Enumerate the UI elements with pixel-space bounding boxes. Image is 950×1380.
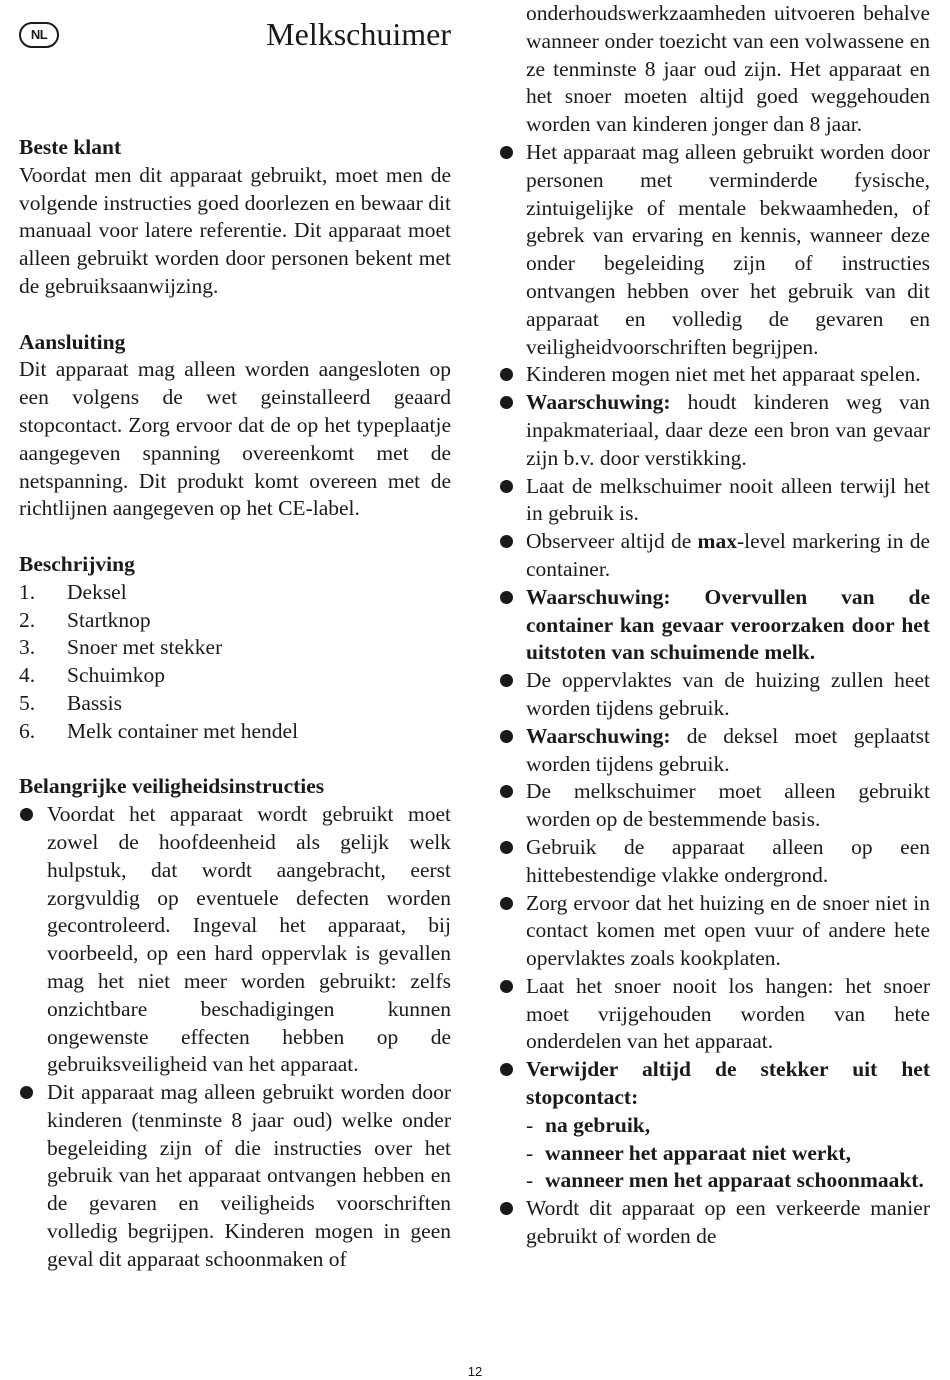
bullet-icon: [500, 396, 513, 409]
bullet-icon: [20, 1086, 33, 1099]
item-text: houdt kinderen weg van inpakmateriaal, daar deze een bron van gevaar zijn b.v. door verstikking.: [526, 390, 930, 470]
list-item: [498, 834, 930, 890]
parts-list: [19, 579, 451, 746]
item-text: Laat de melkschuimer nooit alleen terwijl het in gebruik is.: [526, 473, 930, 526]
connection-text: Dit apparaat mag alleen worden aangesloten op een volgens de wet geinstalleerd geaard stopcontact. Zorg ervoor dat de op het typeplaatje aangegeven spanning overeenkomt met de netspanning. Dit produkt komt overeen met de richtlijnen aangegeven op het CE-label.: [19, 357, 451, 521]
item-text: Wordt dit apparaat op een verkeerde manier gebruikt of worden de: [526, 1196, 930, 1249]
list-item: [498, 584, 930, 667]
sublist-item: [526, 1112, 930, 1140]
safety-list-right: [498, 0, 930, 1251]
bullet-icon: [500, 146, 513, 159]
item-text: Observeer altijd de: [526, 529, 698, 554]
item-number: 3.: [19, 635, 36, 660]
bullet-icon: [500, 841, 513, 854]
item-text: onderhoudswerkzaamheden uitvoeren behalve wanneer onder toezicht van een volwassene en ze tenminste 8 jaar oud zijn. Het apparaat en het snoer moeten altijd goed weggehouden worden van kinderen jonger dan 8 jaar.: [526, 1, 930, 137]
bullet-icon: [20, 808, 33, 821]
item-number: 4.: [19, 663, 36, 688]
list-item: [498, 890, 930, 973]
document-title: Melkschuimer: [266, 16, 451, 52]
item-text: Gebruik de apparaat alleen op een hittebestendige vlakke ondergrond.: [526, 834, 930, 887]
page-number: 12: [467, 1364, 483, 1379]
item-number: 1.: [19, 579, 36, 604]
item-text: de deksel moet geplaatst worden tijdens gebruik.: [526, 723, 930, 776]
item-text: De oppervlaktes van de huizing zullen heet worden tijdens gebruik.: [526, 668, 930, 720]
list-item: [498, 723, 930, 779]
list-item: [498, 473, 930, 529]
right-column: [498, 0, 930, 1251]
item-text: Voordat het apparaat wordt gebruikt moet zowel de hoofdeenheid als gelijk welk hulpstuk, dat wordt aangebracht, eerst zorgvuldig op eventuele defecten worden gecontroleerd. Ingeval het apparaat, bij voorbeeld, op een hard oppervlak is gevallen mag het niet meer worden gebruikt: zelfs onzichtbare beschadigingen kunnen ongewenste effecten hebben op de gebruiksveiligheid van het apparaat.: [47, 802, 451, 1077]
list-item: [498, 667, 930, 723]
page-header: [19, 0, 451, 134]
sublist-item: [526, 1140, 930, 1168]
dash-marker: -: [526, 1168, 534, 1193]
intro-text: Voordat men dit apparaat gebruikt, moet men de volgende instructies goed doorlezen en bewaar dit manuaal voor latere referentie. Dit apparaat moet alleen gebruikt worden door personen bekent met de gebruiksaanwijzing.: [19, 162, 451, 298]
item-text: Dit apparaat mag alleen gebruikt worden door kinderen (tenminste 8 jaar oud) welke onder begeleiding zijn of die instructies over het gebruik van het apparaat ontvangen hebben en de gevaren en veiligheids voorschriften volledig begrijpen. Kinderen mogen in geen geval dit apparaat schoonmaken of: [47, 1080, 451, 1271]
left-column: [19, 0, 451, 1274]
list-item: [498, 1195, 930, 1251]
list-item: [498, 973, 930, 1056]
list-item: [19, 718, 451, 746]
item-number: 5.: [19, 690, 36, 715]
bullet-icon: [500, 674, 513, 687]
list-item: [19, 801, 451, 1079]
item-text: Kinderen mogen niet met het apparaat spelen.: [526, 362, 921, 387]
language-badge: NL: [19, 22, 59, 48]
bullet-icon: [500, 535, 513, 548]
item-text: Zorg ervoor dat het huizing en de snoer niet in contact komen met open vuur of andere hete opervlaktes zoals kookplaten.: [526, 890, 930, 971]
list-item: [498, 139, 930, 361]
bullet-icon: [500, 730, 513, 743]
item-label: Startknop: [67, 607, 151, 632]
list-item: [498, 389, 930, 472]
description-heading: Beschrijving: [19, 551, 135, 576]
list-item: [19, 579, 451, 607]
item-number: 6.: [19, 718, 36, 743]
sublist-text: wanneer men het apparaat schoonmaakt.: [545, 1168, 924, 1193]
bullet-icon: [500, 591, 513, 604]
list-item: [19, 690, 451, 718]
sublist-item: [526, 1167, 930, 1195]
bullet-icon: [500, 980, 513, 993]
item-label: Schuimkop: [67, 663, 165, 688]
item-label: Snoer met stekker: [67, 635, 223, 660]
dash-marker: -: [526, 1112, 534, 1137]
list-item: [19, 607, 451, 635]
bullet-icon: [500, 368, 513, 381]
sublist-text: wanneer het apparaat niet werkt,: [545, 1140, 851, 1165]
dash-marker: -: [526, 1140, 534, 1165]
warning-label: Waarschuwing:: [526, 390, 671, 415]
list-item: [498, 528, 930, 584]
list-item: [498, 361, 930, 389]
bullet-icon: [500, 897, 513, 910]
unplug-sublist: [526, 1112, 930, 1195]
item-number: 2.: [19, 607, 36, 632]
connection-heading: Aansluiting: [19, 329, 126, 354]
list-item: [19, 634, 451, 662]
bullet-icon: [500, 1063, 513, 1076]
item-text: Laat het snoer nooit los hangen: het snoer moet vrijgehouden worden van hete onderdelen van het apparaat.: [526, 973, 930, 1054]
list-item: [19, 1079, 451, 1274]
bullet-icon: [500, 1202, 513, 1215]
unplug-warning: Verwijder altijd de stekker uit het stopcontact:: [526, 1057, 930, 1110]
item-text: Het apparaat mag alleen gebruikt worden door personen met verminderde fysische, zintuigelijke of mentale bekwaamheden, of gebrek van ervaring en kennis, wanneer deze onder begeleiding zijn of instructies ontvangen hebben over het gebruik van dit apparaat en volledig de gevaren en veiligheidvoorschriften begrijpen.: [526, 139, 930, 359]
list-item-continuation: [498, 0, 930, 139]
item-text: -level markering in de container.: [526, 529, 930, 581]
warning-text: Waarschuwing: Overvullen van de container kan gevaar veroorzaken door het uitstoten van schuimende melk.: [526, 584, 930, 665]
item-label: Deksel: [67, 579, 127, 604]
item-text: De melkschuimer moet alleen gebruikt worden op de bestemmende basis.: [526, 779, 930, 832]
safety-heading: Belangrijke veiligheidsinstructies: [19, 774, 325, 799]
max-label: max: [697, 529, 737, 554]
warning-label: Waarschuwing:: [526, 723, 671, 748]
item-label: Bassis: [67, 690, 122, 715]
bullet-icon: [500, 785, 513, 798]
list-item: [19, 662, 451, 690]
list-item: [498, 778, 930, 834]
list-item: [498, 1056, 930, 1195]
item-label: Melk container met hendel: [67, 718, 299, 743]
safety-list-left: [19, 801, 451, 1274]
bullet-icon: [500, 480, 513, 493]
intro-heading: Beste klant: [19, 135, 122, 159]
sublist-text: na gebruik,: [545, 1112, 651, 1137]
